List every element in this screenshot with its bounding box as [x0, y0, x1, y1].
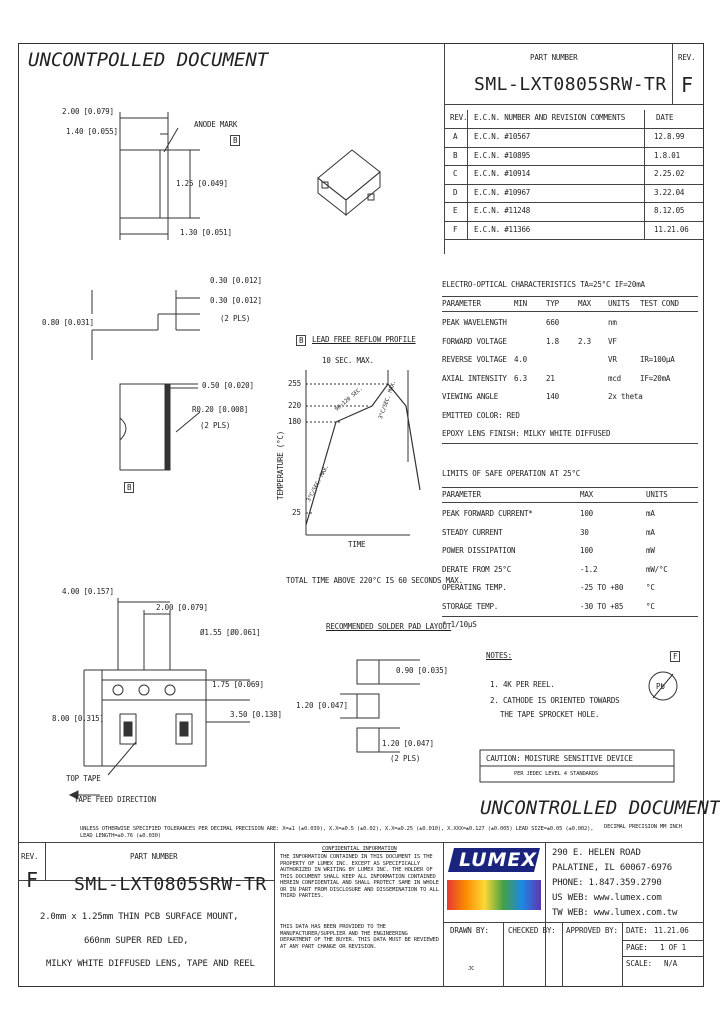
tb-note-body: THIS DATA HAS BEEN PROVIDED TO THE MANUFACTURER/SUPPLIER AND THE ENGINEERING DEPARTMENT OF THE BUYER. THIS DATA MUST BE REVIEWED AT ANY PART CHANGE OR REVISION.	[280, 924, 439, 950]
eo-header: UNITS	[608, 299, 630, 308]
drawn-by-label: DRAWN BY:	[450, 926, 489, 935]
rev-value-header: F	[681, 73, 693, 97]
solder-pad-1	[357, 660, 379, 684]
solder-pad-3	[357, 728, 379, 752]
eo-cell: VIEWING ANGLE	[442, 392, 499, 401]
revision-row-rev: F	[453, 224, 458, 234]
tape-feed-label: TAPE FEED DIRECTION	[74, 795, 156, 804]
eo-cell: PEAK WAVELENGTH	[442, 318, 507, 327]
uncontrolled-document-bottom: UNCONTROLLED DOCUMENT	[480, 797, 720, 819]
revision-row-date: 2.25.02	[654, 169, 685, 178]
limits-cell: 100	[580, 509, 593, 518]
reflow-ylabel: TEMPERATURE (°C)	[276, 430, 285, 500]
eo-cell: mcd	[608, 373, 621, 383]
limits-cell: -30 TO +85	[580, 601, 624, 611]
revision-row-ecn: E.C.N. #11366	[474, 224, 531, 234]
us-web[interactable]: US WEB: www.lumex.com	[552, 893, 662, 903]
eo-cell: 2x theta	[608, 392, 643, 401]
revision-row-date: 12.8.99	[654, 132, 685, 141]
reflow-tick-255: 255	[288, 379, 301, 388]
dim-0-80: 0.80 [0.031]	[42, 318, 94, 327]
reflow-xlabel: TIME	[348, 540, 366, 549]
tape-dim-1-55: Ø1.55 [Ø0.061]	[200, 628, 261, 637]
pad-dim-note: (2 PLS)	[390, 754, 421, 763]
limits-cell: STEADY CURRENT	[442, 527, 503, 537]
eo-header: MIN	[514, 299, 527, 308]
caution-text: CAUTION: MOISTURE SENSITIVE DEVICE	[486, 754, 633, 763]
limits-cell: mW	[646, 546, 655, 555]
tape-dim-8-00: 8.00 [0.315]	[52, 714, 104, 723]
dim-1-25: 1.25 [0.049]	[176, 179, 228, 188]
eo-emitted-color: EMITTED COLOR: RED	[442, 410, 520, 420]
eo-cell: 1.8	[546, 336, 559, 346]
eo-cell: 660	[546, 318, 559, 327]
reflow-box-b: B	[296, 335, 306, 346]
eo-title: ELECTRO-OPTICAL CHARACTERISTICS TA=25°C IF=20mA	[442, 280, 645, 289]
logo-text: LUMEX	[459, 849, 538, 871]
package-end-view	[120, 384, 170, 470]
limits-header: MAX	[580, 490, 593, 499]
eo-header: TEST COND	[640, 299, 679, 308]
dim-0-50: 0.50 [0.020]	[202, 381, 254, 390]
dim-0-30-b: 0.30 [0.012]	[210, 296, 262, 305]
checked-by-label: CHECKED BY:	[508, 926, 556, 935]
confidential-body: THE INFORMATION CONTAINED IN THIS DOCUMENT IS THE PROPERTY OF LUMEX INC. EXCEPT AS SPECIFICALLY AUTHORIZED IN WRITING BY LUMEX INC. THE HOLDER OF THIS DOCUMENT SHALL KEEP ALL INFORMATION CONTAINED HEREIN CONFIDENTIAL AND SHALL PROTECT SAME IN WHOLE OR IN PART FROM DISCLOSURE AND DISSEMINATION TO ALL THIRD PARTIES.	[280, 854, 439, 899]
limits-cell: -25 TO +80	[580, 583, 624, 592]
eo-header: TYP	[546, 299, 559, 308]
tb-rev-value: F	[26, 868, 38, 892]
limits-cell: mA	[646, 527, 655, 537]
eo-cell: 140	[546, 392, 559, 401]
reflow-tick-220: 220	[288, 401, 301, 410]
reflow-ramp-up: 3°C/SEC. MAX.	[306, 464, 331, 503]
eo-cell: VR	[608, 355, 617, 364]
address-line-1: 290 E. HELEN ROAD	[552, 848, 641, 858]
tb-rev-label: REV.	[21, 852, 39, 861]
reflow-dwell: 90~120 SEC.	[334, 385, 365, 413]
revision-row-ecn: E.C.N. #10914	[474, 169, 531, 178]
anode-box-b: B	[230, 135, 240, 146]
caution-sub: PER JEDEC LEVEL 4 STANDARDS	[514, 771, 599, 777]
dim-1-30: 1.30 [0.051]	[180, 228, 232, 237]
dim-1-40: 1.40 [0.055]	[66, 127, 118, 136]
eo-cell: 2.3	[578, 336, 591, 346]
eo-cell: VF	[608, 336, 617, 346]
confidential-title: CONFIDENTIAL INFORMATION	[322, 846, 397, 852]
package-top-view	[120, 150, 168, 218]
revision-row-date: 11.21.06	[654, 224, 689, 234]
revision-row-ecn: E.C.N. #11248	[474, 206, 531, 215]
page-label: PAGE:	[626, 943, 648, 952]
solder-pad-2	[357, 694, 379, 718]
limits-cell: -1.2	[580, 564, 598, 574]
dim-0-30-a: 0.30 [0.012]	[210, 276, 262, 285]
side-box-b: B	[124, 482, 134, 493]
approved-by-label: APPROVED BY:	[566, 926, 618, 935]
tw-web[interactable]: TW WEB: www.lumex.com.tw	[552, 908, 678, 918]
lead-free-mark: F	[670, 651, 680, 662]
date-value: 11.21.06	[654, 926, 689, 935]
lumex-logo	[443, 842, 545, 914]
revision-row-rev: A	[453, 132, 458, 141]
pad-dim-1-20-a: 1.20 [0.047]	[296, 701, 348, 710]
revision-row-ecn: E.C.N. #10567	[474, 132, 531, 141]
reflow-tick-25: 25	[292, 508, 301, 517]
note-1: 1. 4K PER REEL.	[490, 680, 555, 689]
address-line-2: PALATINE, IL 60067-6976	[552, 863, 673, 873]
revision-row-rev: B	[453, 150, 458, 160]
pad-dim-0-90: 0.90 [0.035]	[396, 666, 448, 675]
note-2b: THE TAPE SPROCKET HOLE.	[500, 710, 600, 719]
tb-part-number-label: PART NUMBER	[130, 852, 178, 861]
limits-cell: mA	[646, 509, 655, 518]
tb-description-2: 660nm SUPER RED LED,	[84, 936, 189, 946]
reflow-footer: TOTAL TIME ABOVE 220°C IS 60 SECONDS MAX.	[286, 576, 463, 585]
note-2: 2. CATHODE IS ORIENTED TOWARDS	[490, 696, 620, 705]
rev-label-header: REV.	[678, 53, 696, 62]
eo-cell: FORWARD VOLTAGE	[442, 336, 507, 346]
tb-description-1: 2.0mm x 1.25mm THIN PCB SURFACE MOUNT,	[40, 912, 239, 922]
limits-cell: 100	[580, 546, 593, 555]
scale-label: SCALE:	[626, 959, 652, 968]
date-label: DATE:	[626, 926, 648, 935]
eo-cell: REVERSE VOLTAGE	[442, 355, 507, 364]
limits-header: UNITS	[646, 490, 668, 499]
carrier-tape	[102, 670, 206, 766]
rev-col-header: REV.	[450, 113, 468, 122]
tape-dim-3-50: 3.50 [0.138]	[230, 710, 282, 719]
limits-cell: PEAK FORWARD CURRENT*	[442, 509, 533, 518]
eo-cell: nm	[608, 318, 617, 327]
limits-cell: 30	[580, 527, 589, 537]
limits-cell: POWER DISSIPATION	[442, 546, 516, 555]
reflow-profile-curve	[306, 384, 420, 525]
scale-value: N/A	[664, 959, 677, 968]
revision-row-rev: D	[453, 187, 458, 197]
dim-2-00: 2.00 [0.079]	[62, 107, 114, 116]
limits-cell: mW/°C	[646, 564, 668, 574]
part-number-label: PART NUMBER	[530, 53, 578, 62]
drawn-by-value: JC	[468, 966, 475, 972]
revision-row-date: 8.12.05	[654, 206, 685, 215]
pad-dim-1-20-b: 1.20 [0.047]	[382, 739, 434, 748]
comments-col-header: E.C.N. NUMBER AND REVISION COMMENTS	[474, 113, 626, 122]
revision-row-rev: E	[453, 206, 458, 215]
sprocket-hole	[113, 685, 123, 695]
eo-cell: 6.3	[514, 373, 527, 383]
eo-cell: 21	[546, 373, 555, 383]
limits-cell: °C	[646, 601, 655, 611]
tolerance-note: UNLESS OTHERWISE SPECIFIED TOLERANCES PER DECIMAL PRECISION ARE: X=±1 (±0.039), X.X=±0.5 (±0.02), X.X=±0.25 (±0.010), X.XXX=±0.127 (±0.005) LEAD SIZE=±0.05 (±0.002), LEAD LENGTH=±0.76 (±0.030)	[80, 826, 594, 839]
limits-cell: STORAGE TEMP.	[442, 601, 499, 611]
eo-cell: AXIAL INTENSITY	[442, 373, 507, 383]
limits-title: LIMITS OF SAFE OPERATION AT 25°C	[442, 469, 581, 478]
anode-mark-label: ANODE MARK	[194, 120, 238, 129]
eo-header: PARAMETER	[442, 299, 481, 308]
eo-epoxy: EPOXY LENS FINISH: MILKY WHITE DIFFUSED	[442, 429, 611, 438]
part-number-header: SML-LXT0805SRW-TR	[474, 74, 667, 95]
page-value: 1 OF 1	[660, 943, 686, 952]
pb-symbol-text: Pb	[656, 682, 665, 691]
limits-cell: DERATE FROM 25°C	[442, 564, 512, 574]
reflow-tick-180: 180	[288, 417, 301, 426]
dim-0-30-note: (2 PLS)	[220, 314, 251, 323]
tb-part-number: SML-LXT0805SRW-TR	[74, 874, 267, 895]
phone: PHONE: 1.847.359.2790	[552, 878, 662, 888]
limits-cell: °C	[646, 583, 655, 592]
limits-header: PARAMETER	[442, 490, 481, 499]
eo-header: MAX	[578, 299, 591, 308]
uncontrolled-document-top: UNCONTPOLLED DOCUMENT	[28, 49, 269, 71]
dim-r0-20: R0.20 [0.008]	[192, 405, 249, 414]
revision-row-date: 1.8.01	[654, 150, 680, 160]
tb-description-3: MILKY WHITE DIFFUSED LENS, TAPE AND REEL	[46, 959, 255, 969]
revision-row-date: 3.22.04	[654, 187, 685, 197]
reflow-title: LEAD FREE REFLOW PROFILE	[312, 335, 416, 344]
revision-row-rev: C	[453, 169, 458, 178]
date-col-header: DATE	[656, 113, 674, 122]
top-tape-label: TOP TAPE	[66, 774, 101, 783]
reflow-ramp-down: 3°C/SEC. MAX.	[378, 379, 398, 421]
precision-note: DECIMAL PRECISION MM INCH	[604, 824, 682, 830]
package-3d-top	[318, 150, 380, 200]
limits-footnote: * 1/10µS	[442, 620, 477, 629]
tape-dim-4-00: 4.00 [0.157]	[62, 587, 114, 596]
eo-cell: IR=100µA	[640, 355, 675, 364]
revision-row-ecn: E.C.N. #10895	[474, 150, 531, 160]
eo-cell: 4.0	[514, 355, 527, 364]
reflow-10-sec: 10 SEC. MAX.	[322, 356, 374, 365]
dim-r0-20-note: (2 PLS)	[200, 421, 231, 430]
eo-cell: IF=20mA	[640, 373, 671, 383]
notes-title: NOTES:	[486, 651, 512, 660]
solder-pad-title: RECOMMENDED SOLDER PAD LAYOUT	[326, 622, 452, 631]
tape-dim-1-75: 1.75 [0.069]	[212, 680, 264, 689]
tape-dim-2-00: 2.00 [0.079]	[156, 603, 208, 612]
limits-cell: OPERATING TEMP.	[442, 583, 507, 592]
revision-row-ecn: E.C.N. #10967	[474, 187, 531, 197]
